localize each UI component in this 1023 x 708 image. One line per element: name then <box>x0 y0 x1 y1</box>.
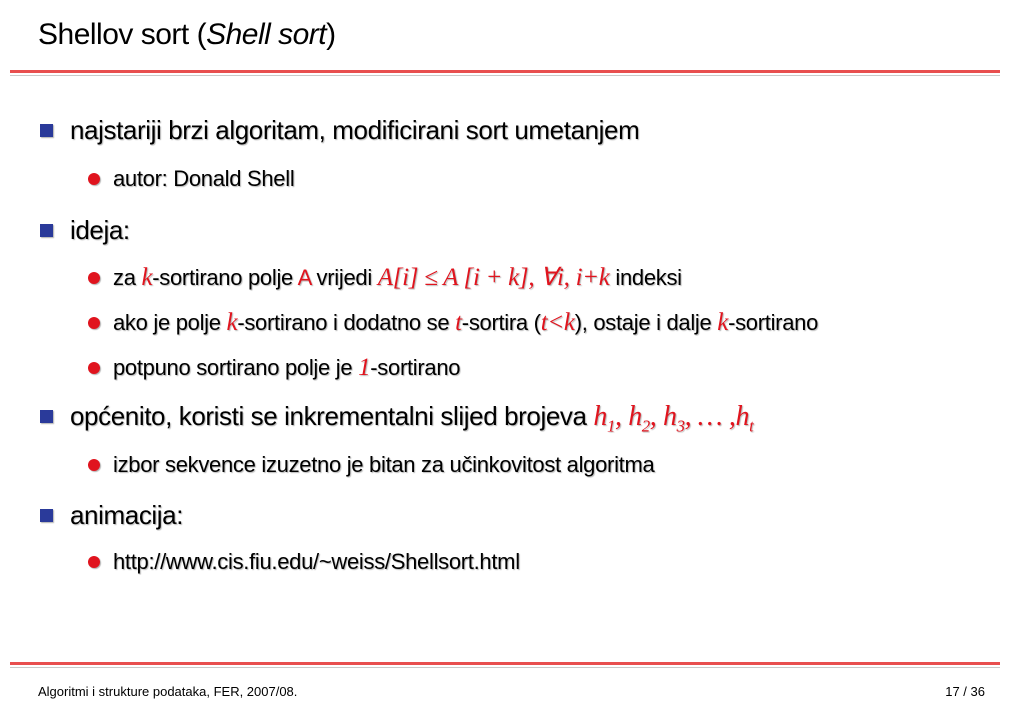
text-part: vrijedi <box>310 265 378 290</box>
title-divider <box>10 70 1000 73</box>
footer-divider-shadow <box>10 667 1000 668</box>
round-bullet-icon <box>88 272 100 284</box>
text-part: -sortirano <box>728 310 818 335</box>
math-sub: 2 <box>641 416 650 436</box>
bullet-text: najstariji brzi algoritam, modificirani sort umetanjem <box>70 115 640 145</box>
bullet-3 <box>40 401 753 437</box>
math-sep: , <box>614 401 629 432</box>
page-number: 17 / 36 <box>945 684 985 699</box>
text-part: općenito, koristi se inkrementalni slijed brojeva <box>70 401 594 431</box>
round-bullet-icon <box>88 556 100 568</box>
title-divider-shadow <box>10 75 1000 76</box>
bullet-4 <box>40 500 183 531</box>
text-part: ), ostaje i dalje <box>574 310 718 335</box>
bullet-2 <box>40 215 130 246</box>
math-sep: , <box>649 401 663 432</box>
math-k: k <box>141 264 153 291</box>
bullet-3-1 <box>88 452 654 478</box>
math-sep: , … , <box>684 401 736 432</box>
math-t-lt-k: t<k <box>540 309 575 336</box>
animation-link[interactable]: http://www.cis.fiu.edu/~weiss/Shellsort.html <box>113 549 520 574</box>
text-part: -sortirano i dodatno se <box>237 310 456 335</box>
square-bullet-icon <box>40 124 53 137</box>
round-bullet-icon <box>88 459 100 471</box>
math-h: h <box>593 401 607 432</box>
math-sub: 1 <box>606 416 615 436</box>
bullet-text: izbor sekvence izuzetno je bitan za učinkovitost algoritma <box>113 452 655 477</box>
bullet-2-2 <box>88 309 818 337</box>
text-part: -sortirano <box>370 355 461 380</box>
footer-course: Algoritmi i strukture podataka, FER, 2007/08. <box>38 684 298 699</box>
math-formula: A[i] ≤ A [i + k], ∀i, i+k <box>377 264 610 291</box>
text-part: -sortira ( <box>461 310 541 335</box>
bullet-text: ideja: <box>70 215 130 245</box>
math-one: 1 <box>358 354 371 381</box>
text-part: -sortirano polje <box>152 265 298 290</box>
round-bullet-icon <box>88 362 100 374</box>
bullet-1-1 <box>88 166 294 192</box>
bullet-4-1 <box>88 549 520 575</box>
bullet-text: autor: Donald Shell <box>113 166 295 191</box>
math-h: h <box>735 401 750 432</box>
math-t: t <box>455 309 462 336</box>
round-bullet-icon <box>88 317 100 329</box>
square-bullet-icon <box>40 410 53 423</box>
title-suffix: ) <box>326 18 336 51</box>
title-italic: Shell sort <box>206 18 327 51</box>
bullet-2-1 <box>88 262 682 292</box>
math-k: k <box>717 309 729 336</box>
text-part: potpuno sortirano polje je <box>113 355 359 380</box>
title-prefix: Shellov sort ( <box>38 18 207 51</box>
math-sequence <box>593 401 754 436</box>
bullet-2-3 <box>88 354 460 382</box>
math-sub: t <box>749 416 754 436</box>
round-bullet-icon <box>88 173 100 185</box>
square-bullet-icon <box>40 509 53 522</box>
math-h: h <box>628 401 642 432</box>
text-part: za <box>113 265 142 290</box>
math-sub: 3 <box>676 416 685 436</box>
bullet-1 <box>40 115 639 146</box>
math-k: k <box>226 309 238 336</box>
array-a: A <box>297 265 311 290</box>
bullet-text: animacija: <box>70 500 184 530</box>
footer-divider <box>10 662 1000 665</box>
math-h: h <box>663 401 677 432</box>
text-part: ako je polje <box>113 310 227 335</box>
slide-title <box>38 18 336 52</box>
text-part: indeksi <box>609 265 682 290</box>
square-bullet-icon <box>40 224 53 237</box>
